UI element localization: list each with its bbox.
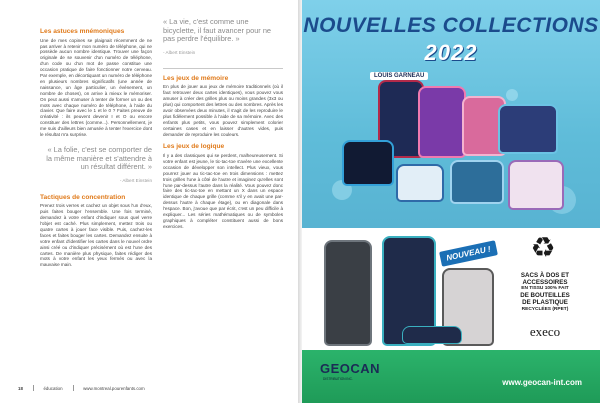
new-badge: NOUVEAU ! (439, 240, 498, 267)
right-column (163, 18, 283, 232)
lunchbox-image (498, 104, 558, 154)
pull-quote: « La folie, c'est se comporter de la même manière et s'attendre à un résultat différent. » (46, 145, 152, 172)
ad-year: 2022 (424, 40, 478, 65)
footer-separator (73, 385, 74, 391)
quote-author: - Albert Einstein (163, 49, 196, 55)
section-heading-mnemonics: Les astuces mnémoniques (40, 28, 125, 35)
section-paragraph-mnemonics: Une de mes copines se plaignait récemment de ne pas arriver à retenir mon numéro de téléphone, qui ne possède aucun nombre identique. Trouver une façon originale de se souvenir d'un numéro de téléphone, d'un code ou d'un mot de passe constitue une occasion pratique de faire fonctionner notre cerveau. Par exemple, en décortiquant un numéro de téléphone en plusieurs nombres significatifs (une année de naissance, un âge particulier, un événement, un nombre de choses), on arrive à mieux le mémoriser. On peut aussi s'amuser à tenter de former un ou des mots avec chaque numéro de téléphone, à l'aide du clavier. Que faire avec le 1 et le 0 ? Faites preuve de créativité : ils peuvent devenir I et O ou encore constituer des lettres (comme...). Personnellement, je me suis d'ailleurs bien amusée à tenter l'exercice dont le résultat m'a surprise. (40, 37, 152, 138)
brand-logo: LOUIS GARNEAU (370, 72, 428, 80)
recycle-claim (506, 272, 584, 312)
recycle-line: SACS À DOS ET (520, 272, 570, 279)
recycle-line: DE PLASTIQUE (522, 299, 568, 307)
pencil-case-image (402, 326, 462, 344)
divider (163, 68, 283, 69)
pull-quote: « La vie, c'est comme une bicyclette, il faut avancer pour ne pas perdre l'équilibre. » (163, 17, 272, 44)
page-footer (18, 385, 145, 391)
footer-section: éducation (43, 385, 63, 391)
recycle-line: EN TISSU 100% FAIT (521, 286, 569, 292)
execo-logo: execo (529, 324, 561, 339)
lunchbox-image (342, 140, 394, 186)
lunchbox-image (508, 160, 564, 210)
left-column (40, 28, 152, 270)
ad-title: NOUVELLES COLLECTIONS (303, 14, 599, 37)
recycle-line: ACCESSOIRES (522, 279, 568, 287)
recycle-line: DE BOUTEILLES (520, 292, 570, 300)
geocan-logo: GEOCAN (320, 361, 381, 376)
footer-separator (33, 385, 34, 391)
advertisement-page (302, 0, 600, 403)
backpack-image (418, 86, 466, 158)
quote-author: - Albert Einstein (119, 177, 152, 183)
page-number: 18 (18, 385, 23, 391)
recycle-icon: ♻ (530, 232, 556, 263)
advertiser-url[interactable]: www.geocan-int.com (502, 378, 582, 387)
editorial-page (0, 0, 298, 403)
geocan-tagline: DISTRIBUTION INC. (323, 377, 353, 381)
lunchbox-image (396, 164, 444, 202)
backpack-image (324, 240, 372, 346)
section-paragraph-logic-games: Il y a des classiques qui se perdent, malheureusement. Si votre enfant est jeune, le tic-tac-toe s'avère une excellente occasion de développer son intellect. Plus vieux, vous pourrez jouer au tic-tac-toe en trois dimensions : mettez trois grilles l'une à côté de l'autre et imaginez qu'elles sont l'une par-dessus l'autre dans la réalité. Vous pouvez donc faire des tic-tac-toe en mettant un X dans un espace identique de chaque grille (comme s'il y en avait une par-dessus l'autre à chaque étage), ou en diagonale dans l'espace. Bon, j'avoue que par écrit, c'est un peu difficile à expliquer... Les séries mathématiques ou de symboles graphiques à compléter constituent aussi de bons exercices. (163, 153, 283, 229)
recycle-line: RECYCLÉES (RPET) (521, 306, 569, 312)
lunchbox-image (450, 160, 504, 204)
section-paragraph-concentration: Prenez trois verres et cachez un objet sous l'un d'eux, puis faites bouger l'ensemble. Une fois terminé, demandez à votre enfant d'indiquer sous quel verre l'objet est caché. Plus simplement, mettez trois ou quatre cartes à jouer face visible. Puis, cachez-les faces et faites bouger les cartes. Demandez ensuite à votre enfant d'identifier les cartes dans le nouvel ordre ainsi créé ou d'indiquer précisément où est l'une des cartes. De manière plus physique, faites rédiger des mots à votre enfant les yeux fermés ou avec la mauvaise main. (40, 203, 152, 268)
section-heading-memory-games: Les jeux de mémoire (163, 74, 229, 82)
section-heading-concentration: Tactiques de concentration (40, 193, 126, 201)
footer-url[interactable]: www.montreal.pourenfants.com (83, 385, 145, 391)
section-paragraph-memory-games: En plus de jouer aux jeux de mémoire traditionnels (où il faut retrouver deux cartes identiques), vous pouvez vous amuser à créer des grilles plus ou moins grandes (3x3 ou plus) qui comportent des lettres ou des nombres. Après les avoir observées deux minutes, il s'agit de les reproduire le plus fidèlement possible à l'aide de sa mémoire. Avec des enfants plus petits, vous pouvez simplement colorier certaines cases et en laisser d'autres vides, puis demander de reproduire les couleurs. (163, 84, 283, 137)
section-heading-logic-games: Les jeux de logique (163, 143, 225, 151)
